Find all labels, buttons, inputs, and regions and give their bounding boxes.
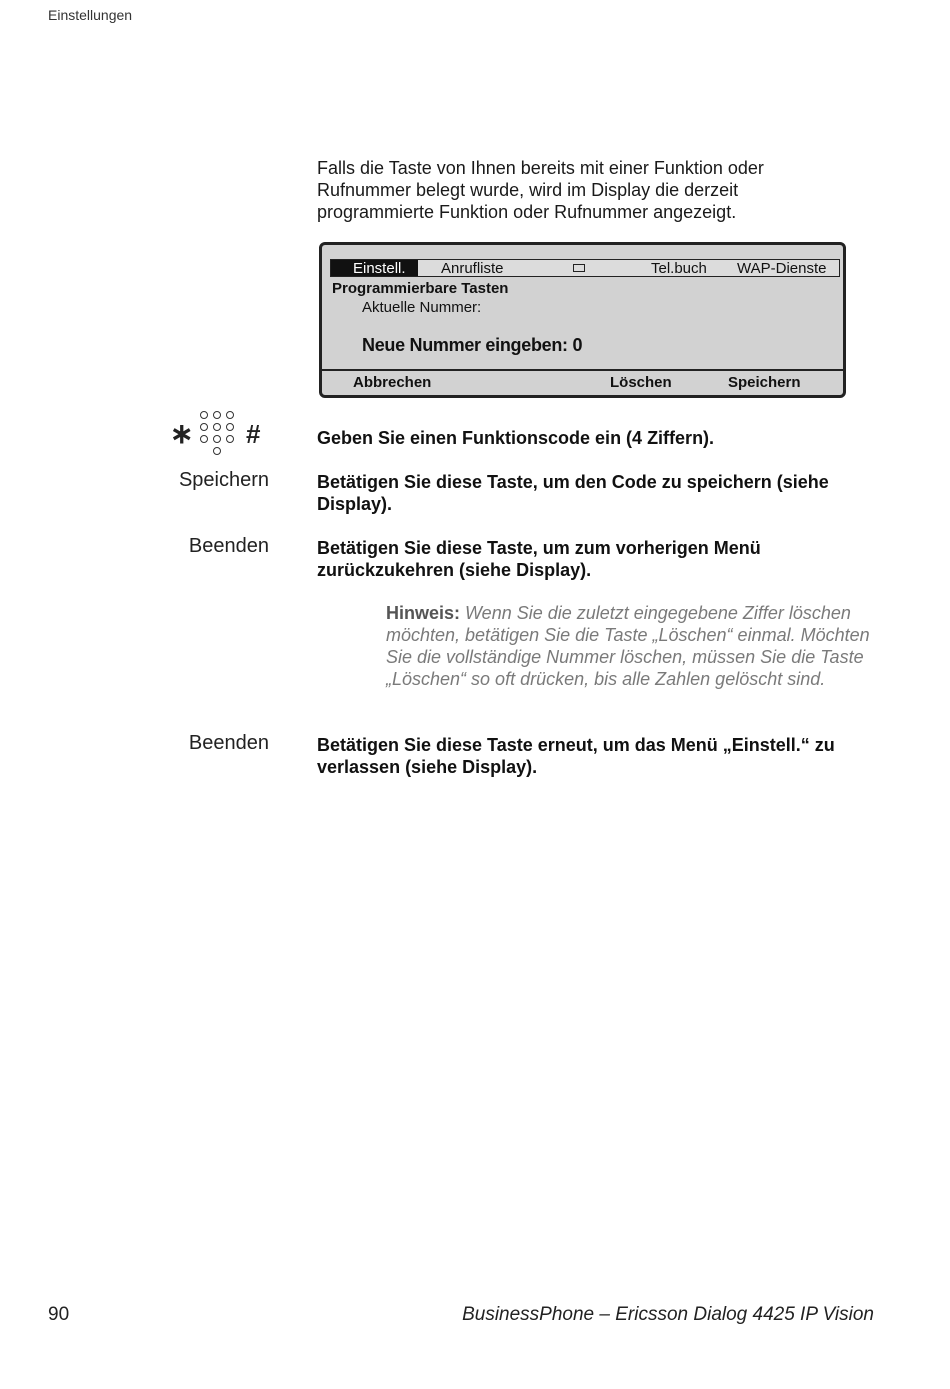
step-3-instruction: Betätigen Sie diese Taste, um zum vorherigen Menü zurückzukehren (siehe Display). <box>317 538 761 580</box>
keypad-icon <box>170 409 270 465</box>
tab-anrufliste: Anrufliste <box>441 260 504 277</box>
footer-title: BusinessPhone – Ericsson Dialog 4425 IP Vision <box>462 1304 874 1325</box>
display-title: Programmierbare Tasten <box>332 280 509 297</box>
new-number-prompt: Neue Nummer eingeben: 0 <box>362 335 583 355</box>
note-text: Wenn Sie die zuletzt eingegebene Ziffer löschen möchten, betätigen Sie die Taste „Löschen“ einmal. Möchten Sie die vollständige Nummer löschen, müssen Sie die Taste „Löschen“ so oft drücken, bis alle Zahlen gelöscht sind. <box>386 603 870 689</box>
step-2-instruction: Betätigen Sie diese Taste, um den Code zu speichern (siehe Display). <box>317 472 829 514</box>
tab-telbuch: Tel.buch <box>651 260 707 277</box>
tab-wap-dienste: WAP-Dienste <box>737 260 827 277</box>
step-3-key: Beenden <box>188 535 269 557</box>
envelope-icon <box>573 264 585 272</box>
star-key-icon: ∗ <box>170 418 194 449</box>
softkey-speichern: Speichern <box>728 374 801 391</box>
step-1-instruction: Geben Sie einen Funktionscode ein (4 Ziffern). <box>317 428 715 448</box>
step-4-key: Beenden <box>188 732 269 754</box>
softkey-loeschen: Löschen <box>610 374 672 391</box>
page-number: 90 <box>48 1304 70 1325</box>
note-label: Hinweis: <box>386 603 461 623</box>
display-tab-bar <box>330 259 840 277</box>
phone-display <box>319 242 846 398</box>
hash-key-icon: # <box>246 419 261 449</box>
step-4-instruction: Betätigen Sie diese Taste erneut, um das Menü „Einstell.“ zu verlassen (siehe Display). <box>317 735 835 777</box>
step-2-key: Speichern <box>178 469 269 491</box>
current-number-label: Aktuelle Nummer: <box>362 299 482 316</box>
note-block <box>386 602 886 690</box>
running-header: Einstellungen <box>48 7 133 23</box>
intro-paragraph: Falls die Taste von Ihnen bereits mit einer Funktion oder Rufnummer belegt wurde, wird im Display die derzeit programmierte Funktion oder Rufnummer angezeigt. <box>317 158 764 222</box>
tab-einstell: Einstell. <box>331 260 418 276</box>
softkey-bar <box>322 369 843 395</box>
softkey-abbrechen: Abbrechen <box>353 374 432 391</box>
